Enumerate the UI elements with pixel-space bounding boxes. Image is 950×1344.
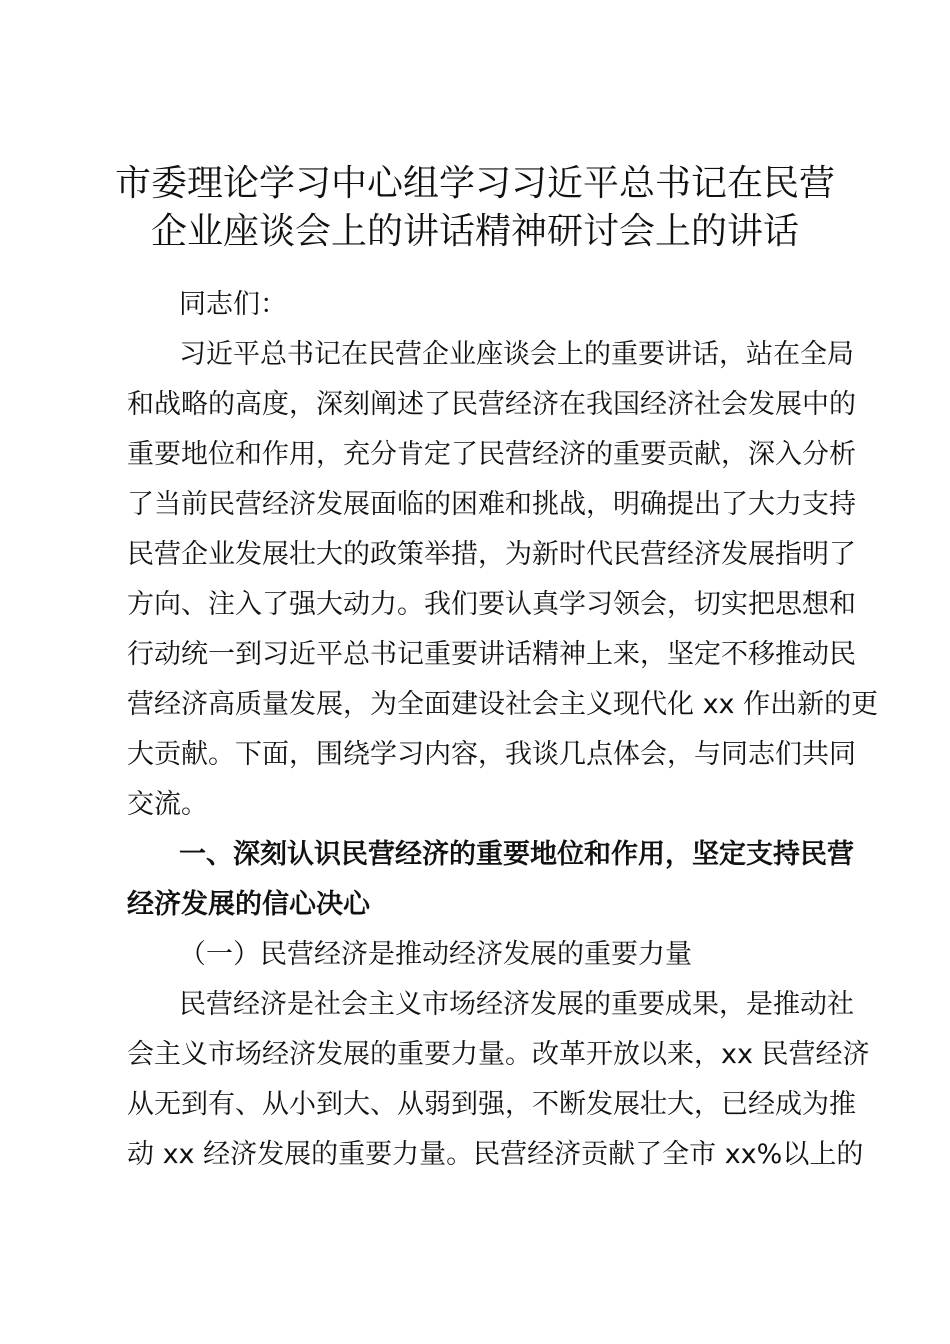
intro-line: 营经济高质量发展，为全面建设社会主义现代化 xx 作出新的更 [127, 689, 879, 720]
paragraph-line: 从无到有、从小到大、从弱到强，不断发展壮大，已经成为推 [127, 1089, 856, 1120]
salutation: 同志们： [179, 289, 287, 320]
paragraph-line: 会主义市场经济发展的重要力量。改革开放以来，xx 民营经济 [127, 1039, 870, 1070]
intro-line: 交流。 [127, 789, 208, 820]
intro-line: 和战略的高度，深刻阐述了民营经济在我国经济社会发展中的 [127, 389, 856, 420]
intro-line: 方向、注入了强大动力。我们要认真学习领会，切实把思想和 [127, 589, 856, 620]
document-body [127, 280, 879, 1180]
intro-line: 重要地位和作用，充分肯定了民营经济的重要贡献，深入分析 [127, 439, 856, 470]
intro-line: 民营企业发展壮大的政策举措，为新时代民营经济发展指明了 [127, 539, 856, 570]
subsection-heading: （一）民营经济是推动经济发展的重要力量 [179, 939, 692, 970]
section-heading-line: 经济发展的信心决心 [127, 889, 370, 920]
paragraph-line: 民营经济是社会主义市场经济发展的重要成果，是推动社 [179, 989, 854, 1020]
document-title-line-2: 企业座谈会上的讲话精神研讨会上的讲话 [150, 211, 799, 252]
intro-line: 习近平总书记在民营企业座谈会上的重要讲话，站在全局 [179, 339, 854, 370]
section-heading-line: 一、深刻认识民营经济的重要地位和作用，坚定支持民营 [179, 839, 854, 870]
paragraph-line: 动 xx 经济发展的重要力量。民营经济贡献了全市 xx%以上的 [127, 1139, 864, 1170]
document-title-line-1: 市委理论学习中心组学习习近平总书记在民营 [114, 163, 835, 204]
intro-line: 行动统一到习近平总书记重要讲话精神上来，坚定不移推动民 [127, 639, 856, 670]
intro-line: 了当前民营经济发展面临的困难和挑战，明确提出了大力支持 [127, 489, 856, 520]
intro-line: 大贡献。下面，围绕学习内容，我谈几点体会，与同志们共同 [127, 739, 856, 770]
